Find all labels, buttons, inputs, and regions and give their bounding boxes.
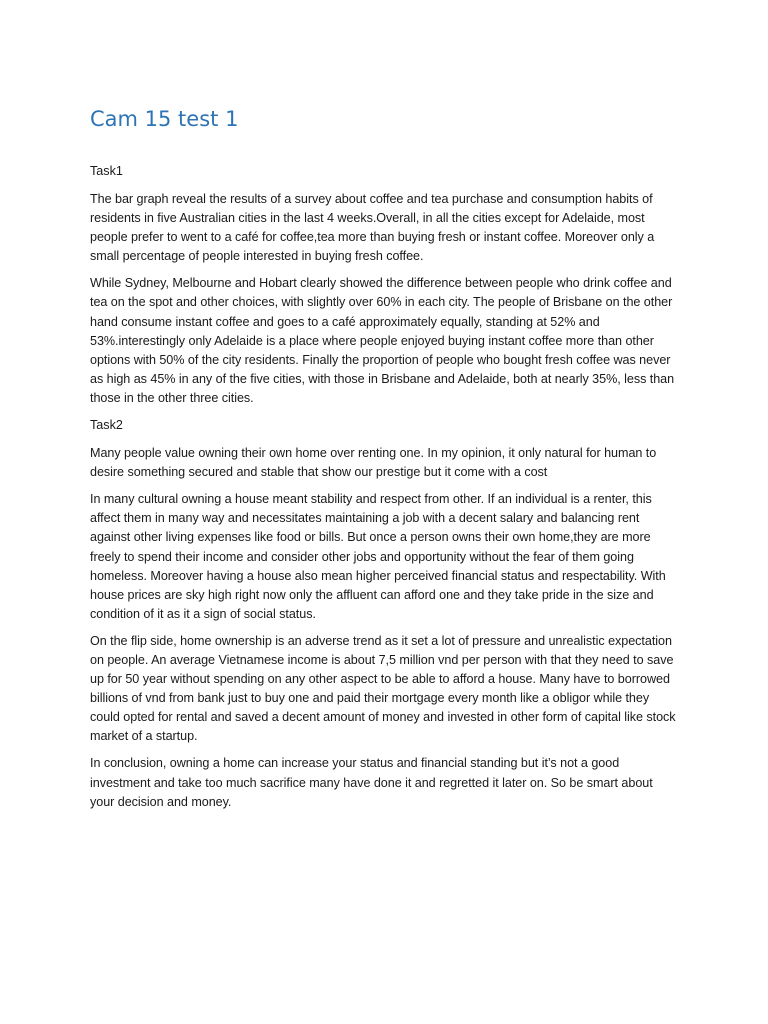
- task1-heading: Task1: [90, 164, 123, 178]
- task2-paragraph: Many people value owning their own home over renting one. In my opinion, it only natural for human to desire something secured and stable that show our prestige but it come with a cost: [90, 446, 657, 480]
- task1-paragraph: The bar graph reveal the results of a survey about coffee and tea purchase and consumption habits of residents in five Australian cities in the last 4 weeks.Overall, in all the cities except for Adelaide, most people prefer to went to a café for coffee,tea more than buying fresh or instant coffee. Moreover only a small percentage of people interested in buying fresh coffee.: [90, 192, 655, 264]
- task2-paragraph: In many cultural owning a house meant stability and respect from other. If an individual is a renter, this affect them in many way and necessitates maintaining a job with a decent salary and balancing rent against other living expenses like food or bills. But once a person owns their own home,they are more freely to spend their income and consider other jobs and opportunity without the fear of them going homeless. Moreover having a house also mean higher perceived financial status and respectability. With house prices are sky high right now only the affluent can afford one and they take pride in the size and condition of it as it a sign of social status.: [90, 492, 666, 621]
- task1-paragraph: While Sydney, Melbourne and Hobart clearly showed the difference between people who drink coffee and tea on the spot and other choices, with slightly over 60% in each city. The people of Brisbane on the other hand consume instant coffee and goes to a café approximately equally, standing at 52% and 53%.interestingly only Adelaide is a place where people enjoyed buying instant coffee more than other options with 50% of the city residents. Finally the proportion of people who bought fresh coffee was never as high as 45% in any of the five cities, with those in Brisbane and Adelaide, both at nearly 35%, less than those in the other three cities.: [90, 276, 675, 405]
- task2-paragraph: On the flip side, home ownership is an adverse trend as it set a lot of pressure and unrealistic expectation on people. An average Vietnamese income is about 7,5 million vnd per person with that they need to save up for 50 year without spending on any other aspect to be able to afford a house. Many have to borrowed billions of vnd from bank just to buy one and paid their mortgage every month like a obligor while they could opted for rental and saved a decent amount of money and invested in other form of capital like stock market of a startup.: [90, 633, 676, 744]
- task2-section: [90, 416, 680, 812]
- task2-heading: Task2: [90, 418, 123, 433]
- document-page: [90, 104, 680, 820]
- task2-paragraph: In conclusion, owning a home can increase your status and financial standing but it’s not a good investment and take too much sacrifice many have done it and regretted it later on. So be smart about your decision and money.: [90, 756, 653, 809]
- task1-section: [90, 162, 680, 408]
- document-title: Cam 15 test 1: [90, 107, 239, 131]
